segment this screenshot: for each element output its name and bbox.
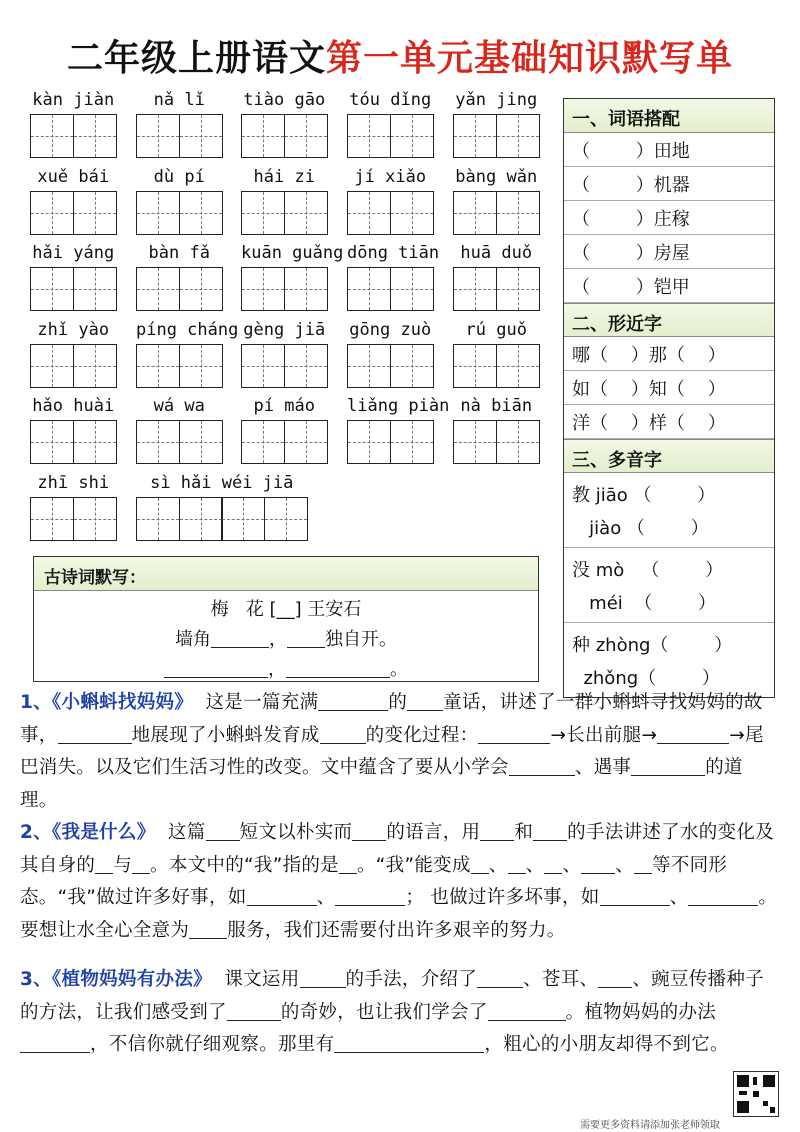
blank[interactable] bbox=[211, 627, 269, 648]
match-row[interactable]: （ ）铠甲 bbox=[564, 269, 774, 303]
paragraph-3: 3、《植物妈妈有办法》 课文运用 的手法，介绍了 、苍耳、 、豌豆传播种子的方法，让我们感受到了 的奇妙，也让我们学会了 。植物妈妈的办法，不信你就仔细观察。那里有 ，粗心的小朋友却得不到它。 bbox=[20, 969, 764, 1055]
blank[interactable] bbox=[478, 723, 550, 744]
pinyin-label: nà biān bbox=[460, 396, 533, 416]
writing-box[interactable] bbox=[73, 114, 117, 158]
blank[interactable] bbox=[598, 967, 632, 988]
writing-box[interactable] bbox=[73, 344, 117, 388]
pinyin-label: xuě bái bbox=[37, 166, 110, 187]
section-word-match-heading: 一、词语搭配 bbox=[564, 99, 774, 133]
writing-box[interactable] bbox=[390, 114, 434, 158]
blank[interactable] bbox=[533, 820, 567, 841]
pinyin-label: kàn jiàn bbox=[32, 90, 115, 110]
pinyin-label: dù pí bbox=[153, 166, 205, 187]
writing-box[interactable] bbox=[390, 191, 434, 235]
paragraph-3-heading: 3、《植物妈妈有办法》 bbox=[20, 969, 212, 990]
pinyin-label: hǎi yáng bbox=[32, 243, 115, 263]
writing-box[interactable] bbox=[73, 267, 117, 311]
writing-box[interactable] bbox=[136, 420, 180, 464]
qr-code-icon bbox=[733, 1071, 779, 1117]
blank[interactable] bbox=[132, 853, 150, 874]
polyphone-group bbox=[564, 623, 774, 697]
poem-line-2: ， 。 bbox=[34, 655, 538, 685]
blank[interactable] bbox=[352, 820, 386, 841]
poem-heading: 古诗词默写： bbox=[34, 557, 538, 591]
blank[interactable] bbox=[657, 723, 729, 744]
section-polyphone-heading: 三、多音字 bbox=[564, 439, 774, 473]
match-row[interactable]: （ ）房屋 bbox=[564, 235, 774, 269]
writing-box[interactable] bbox=[73, 191, 117, 235]
blank[interactable] bbox=[58, 723, 132, 744]
blank[interactable] bbox=[189, 918, 227, 939]
paragraph-2: 2、《我是什么》 这篇 短文以朴实而 的语言，用 和 的手法讲述了水的变化及其自身的 与 。本文中的“我”指的是 。“我”能变成 、 、 、 、 等不同形态。“我”做过许多好事，如 、 ； 也做过许多坏事，如 、 。要想让水全心全意为 服务，我们还需要付出许多艰辛的努力。 bbox=[20, 822, 778, 941]
writing-box[interactable] bbox=[284, 191, 328, 235]
pinyin-label: bàng wǎn bbox=[455, 166, 538, 187]
writing-box[interactable] bbox=[30, 420, 74, 464]
pinyin-label: yǎn jing bbox=[455, 90, 538, 110]
similar-row[interactable]: 哪（ ）那（ ） bbox=[564, 337, 774, 371]
blank[interactable] bbox=[227, 1000, 281, 1021]
writing-box[interactable] bbox=[30, 344, 74, 388]
polyphone-line[interactable]: jiào （ ） bbox=[572, 517, 709, 539]
blank[interactable] bbox=[581, 853, 615, 874]
pinyin-label: tiào gāo bbox=[243, 90, 326, 110]
writing-box[interactable] bbox=[179, 344, 223, 388]
blank[interactable] bbox=[477, 967, 523, 988]
blank[interactable] bbox=[286, 657, 390, 678]
blank[interactable] bbox=[318, 690, 388, 711]
writing-box[interactable] bbox=[347, 420, 391, 464]
blank[interactable] bbox=[407, 690, 443, 711]
pinyin-label: bàn fǎ bbox=[148, 243, 210, 263]
title-part1: 二年级上册语文 bbox=[66, 38, 326, 79]
pinyin-label: jí xiǎo bbox=[354, 166, 427, 187]
writing-box[interactable] bbox=[179, 420, 223, 464]
writing-box[interactable] bbox=[284, 344, 328, 388]
pinyin-label: pí máo bbox=[253, 396, 315, 416]
blank[interactable] bbox=[335, 885, 405, 906]
blank[interactable] bbox=[300, 967, 346, 988]
polyphone-line[interactable]: méi （ ） bbox=[572, 592, 716, 614]
pinyin-label: dōng tiān bbox=[347, 243, 440, 263]
writing-box[interactable] bbox=[179, 267, 223, 311]
paragraph-2-heading: 2、《我是什么》 bbox=[20, 822, 156, 843]
blank[interactable] bbox=[688, 885, 758, 906]
pinyin-label: huā duǒ bbox=[460, 243, 533, 263]
pinyin-label: tóu dǐng bbox=[349, 90, 432, 110]
pinyin-label: wá wa bbox=[153, 396, 205, 416]
writing-box[interactable] bbox=[453, 344, 497, 388]
writing-box[interactable] bbox=[241, 344, 285, 388]
blank[interactable] bbox=[334, 1032, 484, 1053]
polyphone-line[interactable]: 教 jiāo （ ） bbox=[572, 484, 716, 506]
writing-box[interactable] bbox=[496, 267, 540, 311]
writing-box[interactable] bbox=[179, 114, 223, 158]
polyphone-group bbox=[564, 548, 774, 623]
blank[interactable] bbox=[480, 820, 514, 841]
pinyin-label: liǎng piàn bbox=[347, 396, 450, 416]
blank[interactable] bbox=[634, 853, 652, 874]
title-part2: 第一单元基础知识默写单 bbox=[326, 38, 734, 79]
polyphone-line[interactable]: 没 mò （ ） bbox=[572, 559, 724, 581]
blank[interactable] bbox=[320, 723, 366, 744]
blank[interactable] bbox=[544, 853, 562, 874]
right-panel bbox=[563, 98, 775, 698]
pinyin-label: zhī shi bbox=[37, 472, 110, 493]
pinyin-label: nǎ lǐ bbox=[153, 90, 205, 110]
writing-box[interactable] bbox=[179, 191, 223, 235]
writing-box[interactable] bbox=[284, 114, 328, 158]
writing-box[interactable] bbox=[241, 420, 285, 464]
blank[interactable] bbox=[287, 627, 325, 648]
writing-box[interactable] bbox=[284, 267, 328, 311]
blank[interactable] bbox=[95, 853, 113, 874]
pinyin-label: hǎo huài bbox=[32, 396, 115, 416]
writing-box[interactable] bbox=[496, 114, 540, 158]
writing-box[interactable] bbox=[496, 344, 540, 388]
pinyin-label: hái zi bbox=[253, 166, 315, 187]
pinyin-label: gōng zuò bbox=[349, 319, 432, 340]
writing-box[interactable] bbox=[284, 420, 328, 464]
blank[interactable] bbox=[206, 820, 240, 841]
page-title bbox=[0, 30, 800, 81]
writing-box[interactable] bbox=[264, 497, 308, 541]
writing-box[interactable] bbox=[453, 191, 497, 235]
writing-box[interactable] bbox=[221, 497, 265, 541]
pinyin-label: kuān guǎng bbox=[241, 243, 344, 263]
writing-box[interactable] bbox=[453, 267, 497, 311]
polyphone-group bbox=[564, 473, 774, 548]
pinyin-label: píng cháng bbox=[136, 319, 239, 340]
writing-box[interactable] bbox=[73, 420, 117, 464]
polyphone-line[interactable]: zhǒng（ ） bbox=[572, 667, 720, 689]
blank[interactable] bbox=[247, 885, 317, 906]
blank[interactable] bbox=[164, 657, 268, 678]
similar-row[interactable]: 洋（ ）样（ ） bbox=[564, 405, 774, 439]
writing-box[interactable] bbox=[136, 114, 180, 158]
blank[interactable] bbox=[509, 755, 575, 776]
writing-box[interactable] bbox=[347, 344, 391, 388]
writing-box[interactable] bbox=[30, 497, 74, 541]
pinyin-label: rú guǒ bbox=[465, 319, 527, 340]
writing-box[interactable] bbox=[347, 191, 391, 235]
writing-box[interactable] bbox=[496, 420, 540, 464]
paragraph-1-heading: 1、《小蝌蚪找妈妈》 bbox=[20, 692, 194, 713]
writing-box[interactable] bbox=[30, 267, 74, 311]
writing-box[interactable] bbox=[179, 497, 223, 541]
blank[interactable] bbox=[631, 755, 705, 776]
writing-box[interactable] bbox=[136, 497, 180, 541]
writing-box[interactable] bbox=[347, 267, 391, 311]
writing-box[interactable] bbox=[136, 344, 180, 388]
writing-box[interactable] bbox=[241, 267, 285, 311]
writing-box[interactable] bbox=[347, 114, 391, 158]
writing-box[interactable] bbox=[453, 420, 497, 464]
match-row[interactable]: （ ）机器 bbox=[564, 167, 774, 201]
footer-note: 需要更多资料请添加张老师领取 bbox=[580, 1120, 720, 1131]
poem-box bbox=[33, 556, 539, 682]
writing-box[interactable] bbox=[73, 497, 117, 541]
writing-box[interactable] bbox=[30, 114, 74, 158]
match-row[interactable]: （ ）庄稼 bbox=[564, 201, 774, 235]
poem-line-1: 墙角 ， 独自开。 bbox=[175, 629, 397, 650]
writing-box[interactable] bbox=[136, 191, 180, 235]
writing-box[interactable] bbox=[453, 114, 497, 158]
writing-box[interactable] bbox=[136, 267, 180, 311]
blank[interactable] bbox=[508, 853, 526, 874]
writing-box[interactable] bbox=[30, 191, 74, 235]
blank[interactable] bbox=[488, 1000, 566, 1021]
pinyin-label: sì hǎi wéi jiā bbox=[150, 472, 294, 493]
poem-title: 梅 花 [__] 王安石 bbox=[210, 599, 362, 620]
writing-box[interactable] bbox=[241, 114, 285, 158]
similar-row[interactable]: 如（ ）知（ ） bbox=[564, 371, 774, 405]
blank[interactable] bbox=[20, 1032, 90, 1053]
writing-box[interactable] bbox=[496, 191, 540, 235]
pinyin-label: gèng jiā bbox=[243, 319, 326, 340]
writing-box[interactable] bbox=[390, 267, 434, 311]
blank[interactable] bbox=[339, 853, 357, 874]
writing-box[interactable] bbox=[390, 420, 434, 464]
pinyin-label: zhǐ yào bbox=[37, 319, 110, 340]
blank[interactable] bbox=[471, 853, 489, 874]
section-similar-chars-heading: 二、形近字 bbox=[564, 303, 774, 337]
polyphone-line[interactable]: 种 zhòng（ ） bbox=[572, 634, 733, 656]
paragraph-1: 1、《小蝌蚪找妈妈》 这是一篇充满 的 童话，讲述了一群小蝌蚪寻找妈妈的故事， 地展现了小蝌蚪发育成 的变化过程： →长出前腿→ →尾巴消失。以及它们生活习性的改变。文中蕴含了要从小学会 、遇事 的道理。 bbox=[20, 692, 764, 811]
writing-box[interactable] bbox=[241, 191, 285, 235]
writing-box[interactable] bbox=[390, 344, 434, 388]
blank[interactable] bbox=[600, 885, 670, 906]
match-row[interactable]: （ ）田地 bbox=[564, 133, 774, 167]
